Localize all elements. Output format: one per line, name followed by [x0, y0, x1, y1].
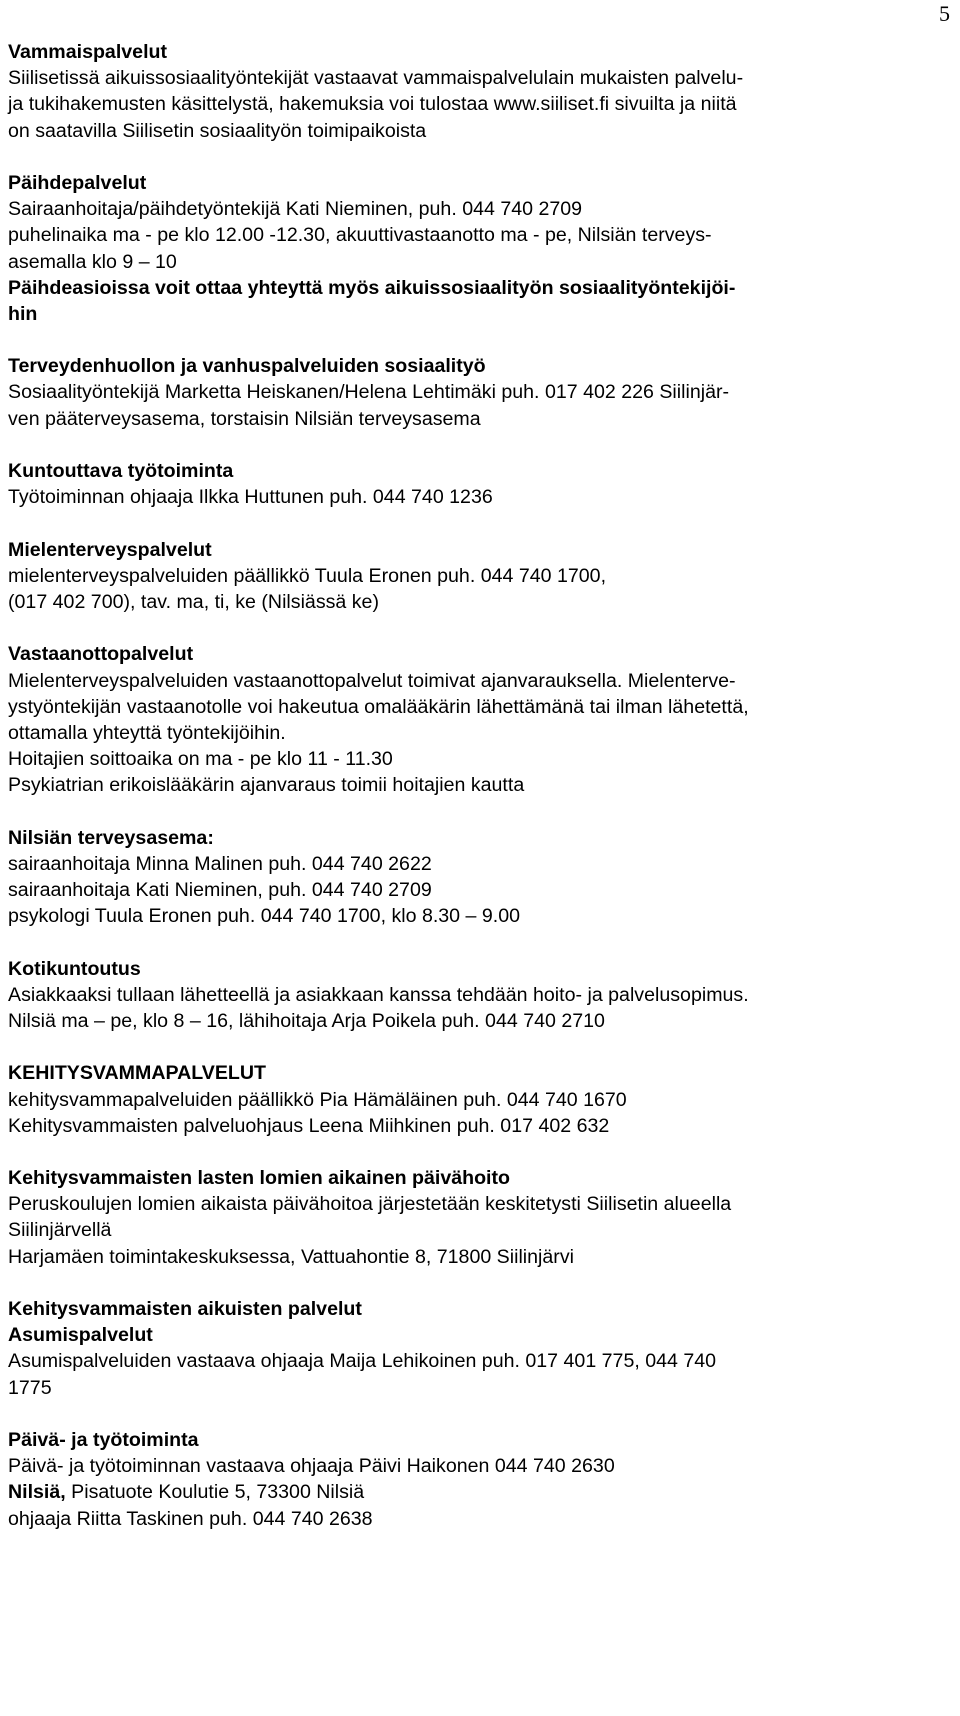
text-line: sairaanhoitaja Minna Malinen puh. 044 740 2622	[8, 852, 432, 875]
text-line: Työtoiminnan ohjaaja Ilkka Huttunen puh. 044 740 1236	[8, 486, 493, 509]
spacer	[8, 1270, 953, 1296]
text-line: Siilinjärvellä	[8, 1219, 112, 1242]
text-line: Peruskoulujen lomien aikaista päivähoitoa järjestetään keskitetysti Siilisetin alueella	[8, 1193, 732, 1216]
text-line: psykologi Tuula Eronen puh. 044 740 1700, klo 8.30 – 9.00	[8, 905, 521, 928]
emphasis-line: hin	[8, 302, 38, 325]
spacer	[8, 615, 953, 641]
section-heading: Kehitysvammaisten aikuisten palvelut	[8, 1298, 362, 1320]
text-line: ohjaaja Riitta Taskinen puh. 044 740 2638	[8, 1507, 373, 1530]
text-line: Nilsiä ma – pe, klo 8 – 16, lähihoitaja Arja Poikela puh. 044 740 2710	[8, 1009, 605, 1032]
section-heading: Mielenterveyspalvelut	[8, 538, 212, 561]
spacer	[8, 510, 953, 536]
section-heading: Nilsiän terveysasema:	[8, 826, 214, 849]
spacer	[8, 327, 953, 353]
section-vammaispalvelut	[8, 39, 953, 144]
address-line	[8, 1479, 953, 1505]
spacer	[8, 1034, 953, 1060]
page-number: 5	[939, 1, 950, 26]
text-line: on saatavilla Siilisetin sosiaalityön toimipaikoista	[8, 119, 427, 142]
section-kuntouttava-tyotoiminta	[8, 458, 953, 510]
section-subheading: Asumispalvelut	[8, 1324, 153, 1347]
spacer	[8, 432, 953, 458]
spacer	[8, 798, 953, 824]
text-line: 1775	[8, 1376, 52, 1399]
text-line: Asiakkaaksi tullaan lähetteellä ja asiakkaan kanssa tehdään hoito- ja palvelusopimus.	[8, 983, 749, 1006]
spacer	[8, 1139, 953, 1165]
text-line: (017 402 700), tav. ma, ti, ke (Nilsiässä ke)	[8, 590, 379, 613]
text-line: Päivä- ja työtoiminnan vastaava ohjaaja Päivi Haikonen 044 740 2630	[8, 1455, 615, 1478]
section-heading: Terveydenhuollon ja vanhuspalveluiden sosiaalityö	[8, 355, 486, 378]
text-line: Sosiaalityöntekijä Marketta Heiskanen/Helena Lehtimäki puh. 017 402 226 Siilinjär-	[8, 381, 730, 404]
address-details: Pisatuote Koulutie 5, 73300 Nilsiä	[65, 1481, 365, 1504]
section-heading: Kehitysvammaisten lasten lomien aikainen päivähoito	[8, 1167, 510, 1190]
section-heading: Kotikuntoutus	[8, 957, 141, 980]
section-vastaanottopalvelut	[8, 641, 953, 798]
text-line: Psykiatrian erikoislääkärin ajanvaraus toimii hoitajien kautta	[8, 774, 525, 797]
section-kehitysvammapalvelut	[8, 1060, 953, 1139]
section-heading: Päivä- ja työtoiminta	[8, 1428, 199, 1451]
spacer	[8, 144, 953, 170]
text-line: mielenterveyspalveluiden päällikkö Tuula Eronen puh. 044 740 1700,	[8, 564, 607, 587]
section-heading: Vammaispalvelut	[8, 41, 168, 63]
text-line: Sairaanhoitaja/päihdetyöntekijä Kati Nieminen, puh. 044 740 2709	[8, 198, 583, 221]
text-line: Mielenterveyspalveluiden vastaanottopalvelut toimivat ajanvarauksella. Mielenterve-	[8, 669, 736, 692]
section-heading: KEHITYSVAMMAPALVELUT	[8, 1062, 266, 1085]
text-line: Harjamäen toimintakeskuksessa, Vattuahontie 8, 71800 Siilinjärvi	[8, 1245, 574, 1268]
section-heading: Kuntouttava työtoiminta	[8, 460, 234, 482]
text-line: ottamalla yhteyttä työntekijöihin.	[8, 721, 286, 744]
text-line: Asumispalveluiden vastaava ohjaaja Maija Lehikoinen puh. 017 401 775, 044 740	[8, 1350, 717, 1373]
spacer	[8, 1401, 953, 1427]
document-body	[8, 39, 953, 1532]
section-kotikuntoutus	[8, 956, 953, 1035]
text-line: ystyöntekijän vastaanotolle voi hakeutua omalääkärin lähettämänä tai ilman lähetettä,	[8, 695, 749, 718]
section-heading: Päihdepalvelut	[8, 171, 147, 194]
text-line: Hoitajien soittoaika on ma - pe klo 11 - 11.30	[8, 748, 393, 771]
spacer	[8, 929, 953, 955]
text-line: Kehitysvammaisten palveluohjaus Leena Miihkinen puh. 017 402 632	[8, 1114, 610, 1137]
text-line: ja tukihakemusten käsittelystä, hakemuksia voi tulostaa www.siiliset.fi sivuilta ja niitä	[8, 93, 737, 116]
text-line: kehitysvammapalveluiden päällikkö Pia Hämäläinen puh. 044 740 1670	[8, 1088, 627, 1111]
text-line: asemalla klo 9 – 10	[8, 250, 177, 273]
section-aikuisten-palvelut	[8, 1296, 953, 1401]
text-line: ven pääterveysasema, torstaisin Nilsiän terveysasema	[8, 407, 481, 430]
section-mielenterveyspalvelut	[8, 537, 953, 616]
text-line: Siilisetissä aikuissosiaalityöntekijät vastaavat vammaispalvelulain mukaisten palvelu-	[8, 67, 744, 90]
section-terveydenhuollon-sosiaalityo	[8, 353, 953, 432]
section-heading: Vastaanottopalvelut	[8, 643, 194, 666]
emphasis-line: Päihdeasioissa voit ottaa yhteyttä myös aikuissosiaalityön sosiaalityöntekijöi-	[8, 276, 736, 299]
section-lasten-lomien-paivahoito	[8, 1165, 953, 1270]
text-line: puhelinaika ma - pe klo 12.00 -12.30, akuuttivastaanotto ma - pe, Nilsiän terveys-	[8, 224, 712, 247]
address-place: Nilsiä,	[8, 1481, 66, 1504]
section-paihdepalvelut	[8, 170, 953, 327]
section-nilsian-terveysasema	[8, 825, 953, 930]
section-paiva-ja-tyotoiminta	[8, 1427, 953, 1532]
text-line: sairaanhoitaja Kati Nieminen, puh. 044 740 2709	[8, 879, 432, 901]
